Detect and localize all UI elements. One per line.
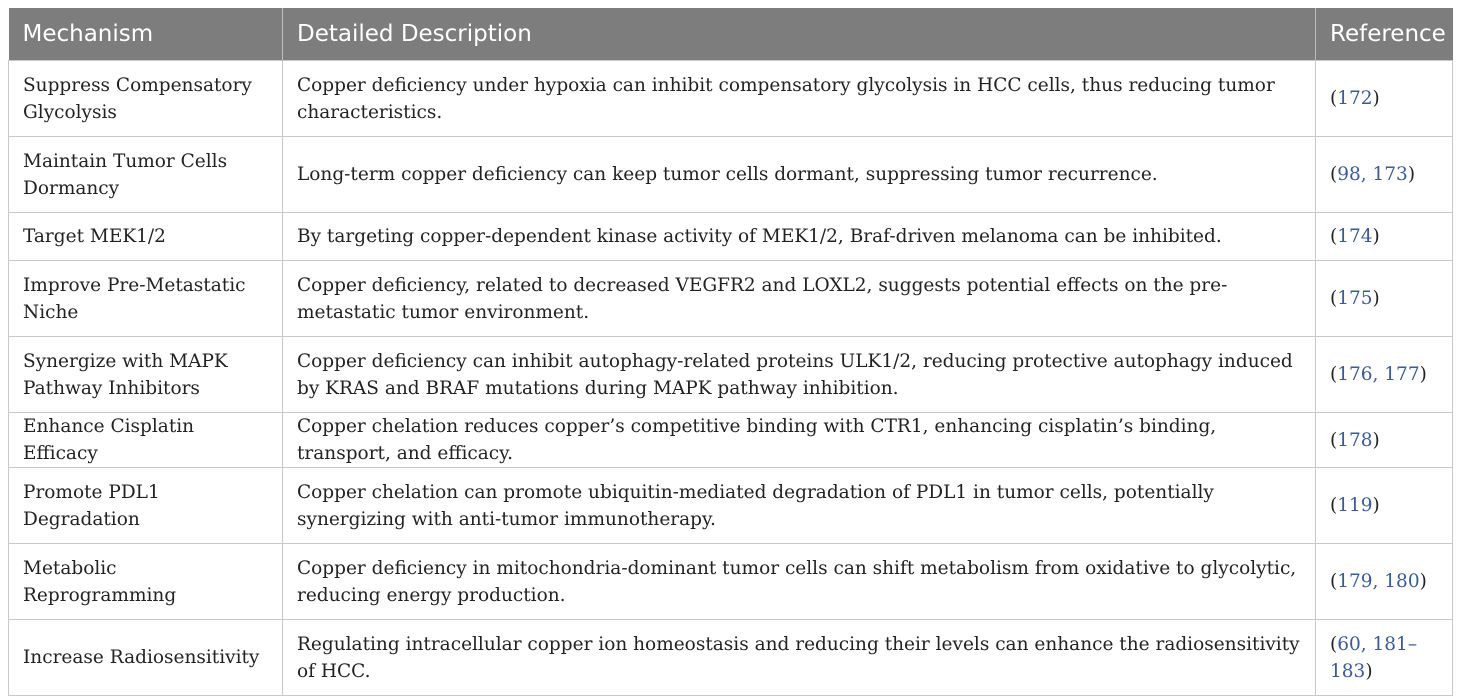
table-body [9,61,1453,696]
description-cell: Copper deficiency, related to decreased VEGFR2 and LOXL2, suggests potential effects on the pre-metastatic tumor environment. [283,261,1316,337]
mechanism-table-container [8,8,1452,696]
reference-link[interactable]: 179, 180 [1337,571,1420,592]
table-row [9,261,1453,337]
reference-link[interactable]: 98, 173 [1337,164,1408,185]
reference-cell: (179, 180) [1316,544,1453,620]
mechanism-cell: Increase Radiosensitivity [9,620,283,696]
mechanism-cell: Enhance Cisplatin Efficacy [9,413,283,468]
mechanism-cell: Metabolic Reprogramming [9,544,283,620]
reference-cell: (172) [1316,61,1453,137]
description-cell: Copper chelation can promote ubiquitin-mediated degradation of PDL1 in tumor cells, potentially synergizing with anti-tumor immunotherapy. [283,468,1316,544]
reference-link[interactable]: 172 [1337,88,1373,109]
table-row [9,137,1453,213]
description-cell: By targeting copper-dependent kinase activity of MEK1/2, Braf-driven melanoma can be inhibited. [283,213,1316,261]
reference-cell: (178) [1316,413,1453,468]
mechanism-cell: Improve Pre-Metastatic Niche [9,261,283,337]
description-cell: Regulating intracellular copper ion homeostasis and reducing their levels can enhance the radiosensitivity of HCC. [283,620,1316,696]
header-description: Detailed Description [283,8,1316,61]
reference-link[interactable]: 176, 177 [1337,364,1420,385]
mechanism-cell: Target MEK1/2 [9,213,283,261]
reference-link[interactable]: 119 [1337,495,1373,516]
reference-link[interactable]: 60, 181–183 [1330,633,1418,682]
reference-link[interactable]: 174 [1337,226,1373,247]
table-row [9,544,1453,620]
table-row [9,337,1453,413]
description-cell: Copper deficiency under hypoxia can inhibit compensatory glycolysis in HCC cells, thus reducing tumor characteristics. [283,61,1316,137]
mechanism-cell: Suppress Compensatory Glycolysis [9,61,283,137]
description-cell: Copper chelation reduces copper’s competitive binding with CTR1, enhancing cisplatin’s binding, transport, and efficacy. [283,413,1316,468]
description-cell: Copper deficiency in mitochondria-dominant tumor cells can shift metabolism from oxidative to glycolytic, reducing energy production. [283,544,1316,620]
description-cell: Copper deficiency can inhibit autophagy-related proteins ULK1/2, reducing protective autophagy induced by KRAS and BRAF mutations during MAPK pathway inhibition. [283,337,1316,413]
header-reference: Reference [1316,8,1453,61]
reference-link[interactable]: 178 [1337,429,1373,451]
reference-cell: (174) [1316,213,1453,261]
header-row [9,8,1453,61]
reference-cell: (119) [1316,468,1453,544]
reference-cell: (98, 173) [1316,137,1453,213]
mechanism-cell: Maintain Tumor Cells Dormancy [9,137,283,213]
table-row [9,413,1453,468]
header-mechanism: Mechanism [9,8,283,61]
table-row [9,61,1453,137]
reference-link[interactable]: 175 [1337,288,1373,309]
reference-cell: (176, 177) [1316,337,1453,413]
mechanism-cell: Synergize with MAPK Pathway Inhibitors [9,337,283,413]
reference-cell: (60, 181–183) [1316,620,1453,696]
mechanism-table [8,8,1453,696]
mechanism-cell: Promote PDL1 Degradation [9,468,283,544]
table-header [9,8,1453,61]
table-row [9,620,1453,696]
table-row [9,213,1453,261]
description-cell: Long-term copper deficiency can keep tumor cells dormant, suppressing tumor recurrence. [283,137,1316,213]
reference-cell: (175) [1316,261,1453,337]
table-row [9,468,1453,544]
